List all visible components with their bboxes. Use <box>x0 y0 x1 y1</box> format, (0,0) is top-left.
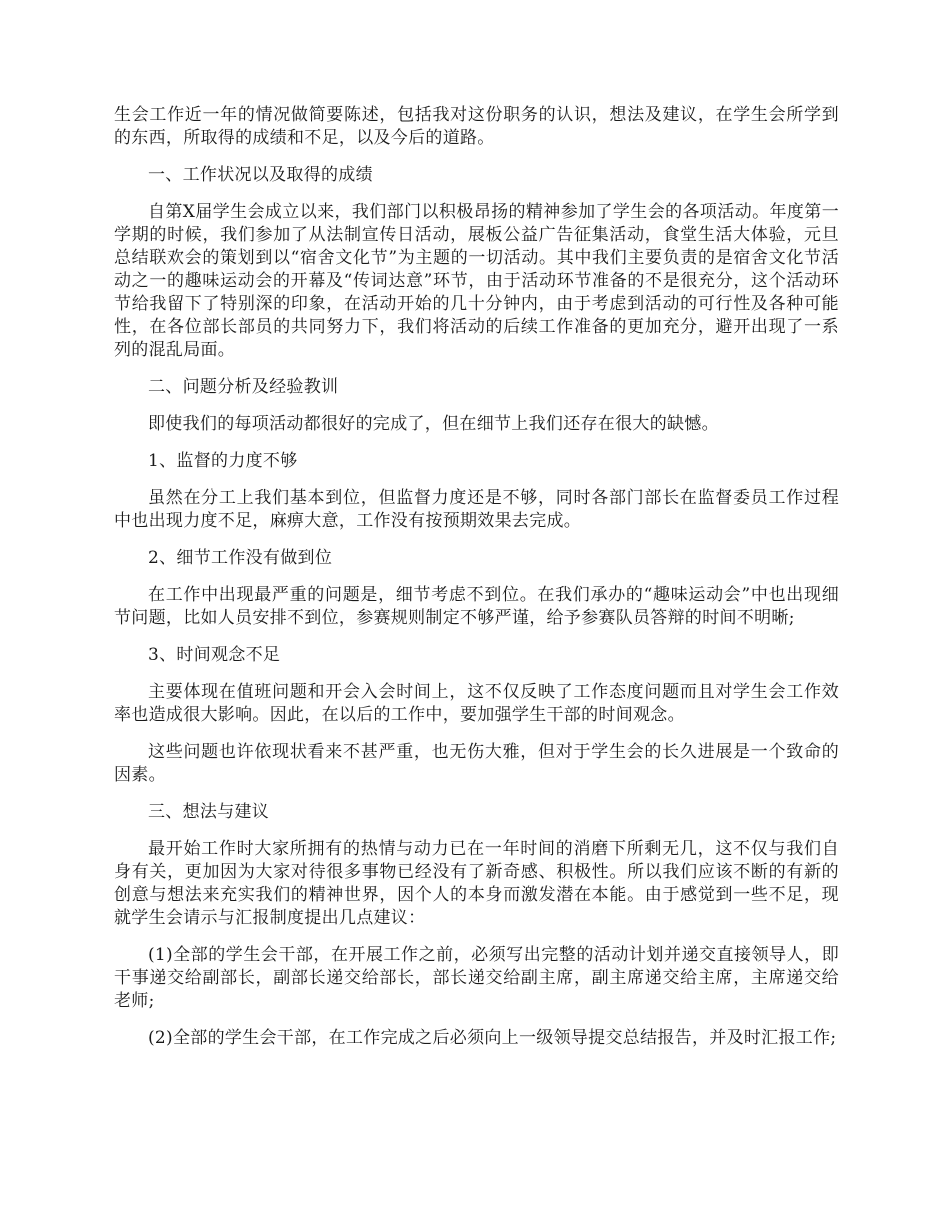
subheading-supervision: 1、监督的力度不够 <box>148 451 298 471</box>
paragraph-details: 在工作中出现最严重的问题是，细节考虑不到位。在我们承办的“趣味运动会”中也出现细节问题，比如人员安排不到位，参赛规则制定不够严谨，给予参赛队员答辩的时间不明晰; <box>114 585 839 628</box>
paragraph-supervision: 虽然在分工上我们基本到位，但监督力度还是不够，同时各部门部长在监督委员工作过程中也出现力度不足，麻痹大意，工作没有按预期效果去完成。 <box>114 488 839 531</box>
paragraph-time: 主要体现在值班问题和开会入会时间上，这不仅反映了工作态度问题而且对学生会工作效率也造成很大影响。因此，在以后的工作中，要加强学生干部的时间观念。 <box>114 682 839 725</box>
paragraph-problems-summary: 这些问题也许依现状看来不甚严重，也无伤大雅，但对于学生会的长久进展是一个致命的因素。 <box>114 742 839 785</box>
paragraph-intro: 生会工作近一年的情况做简要陈述，包括我对这份职务的认识，想法及建议，在学生会所学到的东西，所取得的成绩和不足，以及今后的道路。 <box>114 105 839 148</box>
document-body <box>114 104 839 1064</box>
section-heading-achievements: 一、工作状况以及取得的成绩 <box>148 165 373 185</box>
subheading-details: 2、细节工作没有做到位 <box>148 548 333 568</box>
subheading-time: 3、时间观念不足 <box>148 645 281 665</box>
section-heading-problems: 二、问题分析及经验教训 <box>148 377 339 397</box>
paragraph-achievements: 自第X届学生会成立以来，我们部门以积极昂扬的精神参加了学生会的各项活动。年度第一学期的时候，我们参加了从法制宣传日活动，展板公益广告征集活动，食堂生活大体验，元旦总结联欢会的策划到以“宿舍文化节”为主题的一切活动。其中我们主要负责的是宿舍文化节活动之一的趣味运动会的开幕及“传词达意”环节，由于活动环节准备的不是很充分，这个活动环节给我留下了特别深的印象，在活动开始的几十分钟内，由于考虑到活动的可行性及各种可能性，在各位部长部员的共同努力下，我们将活动的后续工作准备的更加充分，避开出现了一系列的混乱局面。 <box>114 202 839 360</box>
suggestion-item-2: (2)全部的学生会干部，在工作完成之后必须向上一级领导提交总结报告，并及时汇报工作; <box>148 1028 837 1048</box>
paragraph-problems-intro: 即使我们的每项活动都很好的完成了，但在细节上我们还存在很大的缺憾。 <box>148 414 719 434</box>
section-heading-suggestions: 三、想法与建议 <box>148 802 270 822</box>
paragraph-suggestions: 最开始工作时大家所拥有的热情与动力已在一年时间的消磨下所剩无几，这不仅与我们自身有关，更加因为大家对待很多事物已经没有了新奇感、积极性。所以我们应该不断的有新的创意与想法来充实我们的精神世界，因个人的本身而激发潜在本能。由于感觉到一些不足，现就学生会请示与汇报制度提出几点建议： <box>114 839 839 928</box>
suggestion-item-1: (1)全部的学生会干部，在开展工作之前，必须写出完整的活动计划并递交直接领导人，即干事递交给副部长，副部长递交给部长，部长递交给副主席，副主席递交给主席，主席递交给老师; <box>114 945 839 1011</box>
